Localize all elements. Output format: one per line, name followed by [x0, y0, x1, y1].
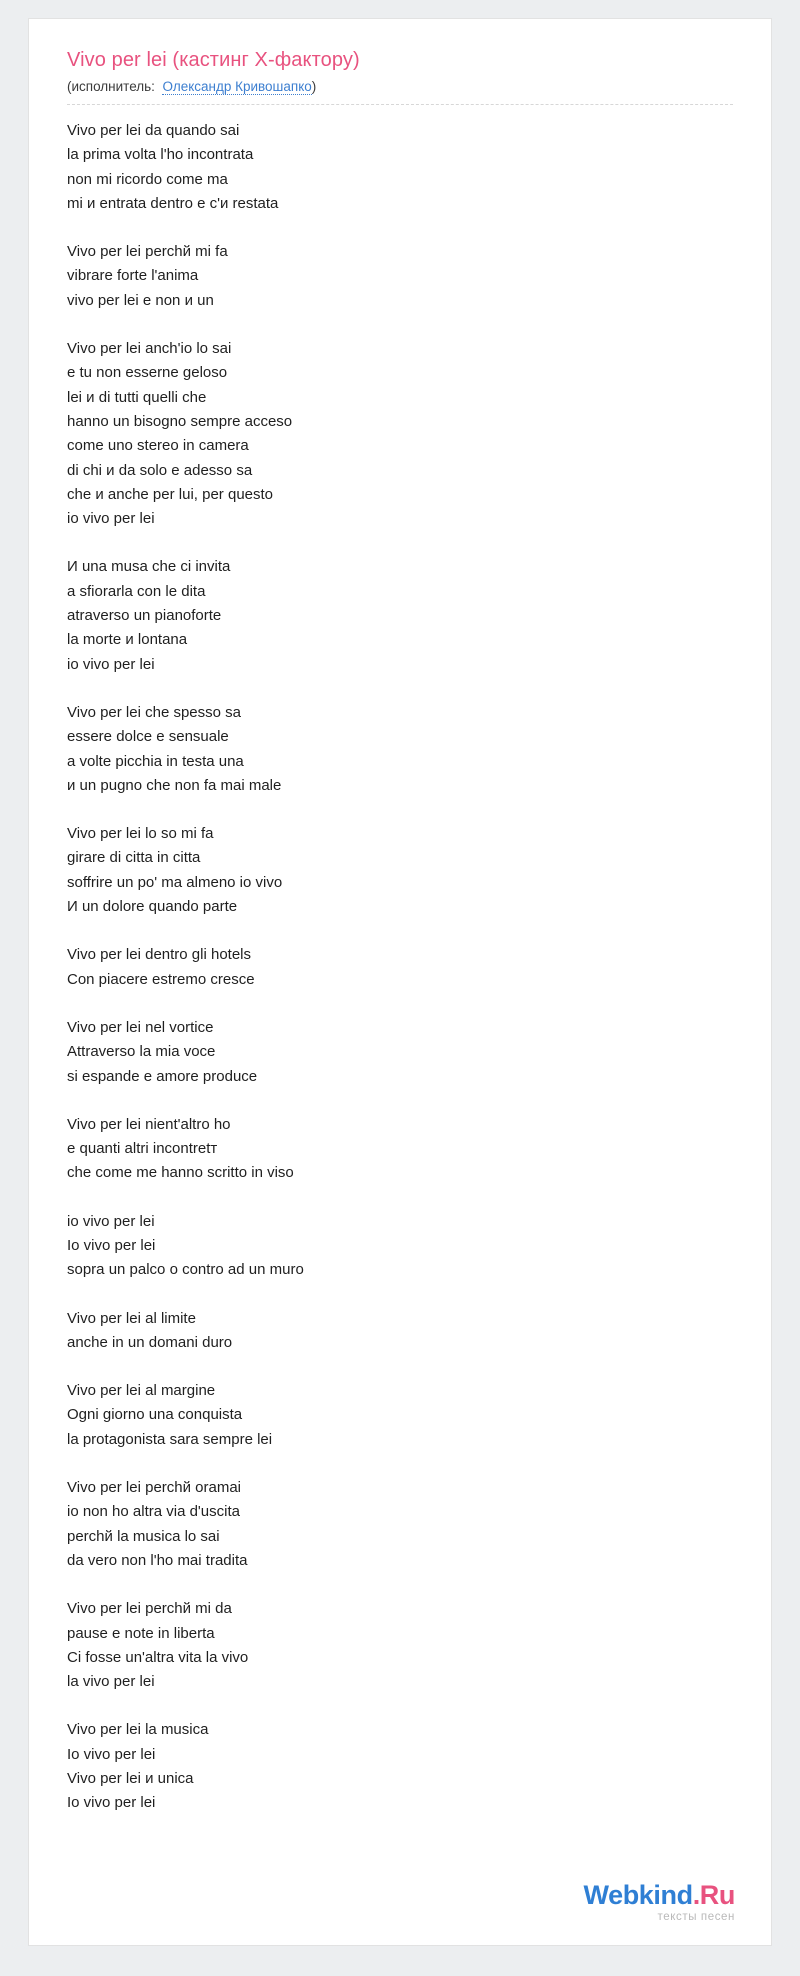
lyrics-line: Vivo per lei perchй mi fa: [67, 243, 228, 261]
lyrics-line: Io vivo per lei: [67, 1794, 156, 1812]
lyrics-line: Vivo per lei anch'io lo sai: [67, 340, 232, 358]
lyrics-sheet: [28, 18, 772, 1946]
lyrics-stanza: [67, 1113, 733, 1186]
lyrics-line: a sfiorarla con le dita: [67, 582, 206, 600]
lyrics-line: Vivo per lei dentro gli hotels: [67, 946, 251, 964]
lyrics-line: Ci fosse un'altra vita la vivo: [67, 1648, 249, 1666]
lyrics-line: Ogni giorno una conquista: [67, 1406, 243, 1424]
lyrics-line: girare di citta in citta: [67, 849, 201, 867]
lyrics-stanza: [67, 555, 733, 676]
lyrics-line: atraverso un pianoforte: [67, 607, 222, 625]
lyrics-line: si espande e amore produce: [67, 1067, 258, 1085]
lyrics-body: [67, 119, 733, 1816]
lyrics-line: perchй la musica lo sai: [67, 1527, 220, 1545]
lyrics-line: Vivo per lei che spesso sa: [67, 703, 241, 721]
lyrics-line: Io vivo per lei: [67, 1236, 156, 1254]
lyrics-stanza: [67, 1210, 733, 1283]
lyrics-line: la prima volta l'ho incontrata: [67, 146, 254, 164]
lyrics-line: anche in un domani duro: [67, 1333, 233, 1351]
lyrics-line: И un dolore quando parte: [67, 898, 238, 916]
lyrics-line: soffrire un po' ma almeno io vivo: [67, 873, 283, 891]
lyrics-line: che и anche per lui, per questo: [67, 485, 274, 503]
lyrics-line: che come me hanno scritto in viso: [67, 1164, 294, 1182]
lyrics-stanza: [67, 337, 733, 531]
lyrics-line: io vivo per lei: [67, 655, 155, 673]
lyrics-line: Attraverso la mia voce: [67, 1043, 216, 1061]
lyrics-line: non mi ricordo come ma: [67, 170, 228, 188]
logo-subtitle: тексты песен: [657, 1910, 735, 1923]
lyrics-line: hanno un bisogno sempre acceso: [67, 412, 293, 430]
lyrics-line: sopra un palco o contro ad un muro: [67, 1261, 304, 1279]
lyrics-line: vibrare forte l'anima: [67, 267, 199, 285]
lyrics-stanza: [67, 822, 733, 919]
lyrics-line: Vivo per lei al margine: [67, 1382, 216, 1400]
lyrics-stanza: [67, 240, 733, 313]
lyrics-stanza: [67, 1597, 733, 1694]
lyrics-line: io vivo per lei: [67, 1212, 155, 1230]
page-title: Vivo per lei (кастинг Х-фактору): [67, 49, 360, 71]
lyrics-line: da vero non l'ho mai tradita: [67, 1551, 248, 1569]
lyrics-line: И una musa che ci invita: [67, 558, 231, 576]
performer-suffix: ): [311, 79, 317, 94]
lyrics-line: vivo per lei e non и un: [67, 291, 214, 309]
lyrics-line: Vivo per lei la musica: [67, 1721, 209, 1739]
lyrics-line: и un pugno che non fa mai male: [67, 776, 282, 794]
lyrics-line: e quanti altri incontretт: [67, 1140, 218, 1158]
lyrics-line: Con piacere estremo cresce: [67, 970, 255, 988]
lyrics-line: la protagonista sara sempre lei: [67, 1430, 273, 1448]
lyrics-stanza: [67, 1016, 733, 1089]
logo-tld-text: .Ru: [692, 1879, 735, 1910]
lyrics-line: Vivo per lei da quando sai: [67, 122, 240, 139]
lyrics-line: la morte и lontana: [67, 631, 188, 649]
lyrics-line: Vivo per lei nient'altro ho: [67, 1115, 231, 1133]
lyrics-line: Io vivo per lei: [67, 1745, 156, 1763]
lyrics-line: e tu non esserne geloso: [67, 364, 228, 382]
lyrics-stanza: [67, 701, 733, 798]
lyrics-line: mi и entrata dentro e c'и restata: [67, 194, 279, 212]
lyrics-stanza: [67, 1307, 733, 1356]
lyrics-line: come uno stereo in camera: [67, 437, 249, 455]
lyrics-stanza: [67, 1476, 733, 1573]
lyrics-stanza: [67, 1718, 733, 1815]
lyrics-line: Vivo per lei и unica: [67, 1770, 194, 1788]
lyrics-line: Vivo per lei perchй oramai: [67, 1479, 242, 1497]
performer-prefix: (исполнитель:: [67, 79, 155, 94]
lyrics-line: Vivo per lei nel vortice: [67, 1018, 214, 1036]
lyrics-line: lei и di tutti quelli che: [67, 388, 207, 406]
lyrics-line: io non ho altra via d'uscita: [67, 1503, 240, 1521]
lyrics-line: Vivo per lei perchй mi da: [67, 1600, 232, 1618]
performer-link[interactable]: Олександр Кривошапко: [162, 79, 312, 94]
lyrics-line: a volte picchia in testa una: [67, 752, 244, 770]
lyrics-line: Vivo per lei lo so mi fa: [67, 825, 214, 843]
lyrics-line: essere dolce e sensuale: [67, 728, 229, 746]
lyrics-line: io vivo per lei: [67, 510, 155, 528]
lyrics-line: la vivo per lei: [67, 1673, 155, 1691]
lyrics-line: pause e note in liberta: [67, 1624, 215, 1642]
lyrics-line: di chi и da solo e adesso sa: [67, 461, 253, 479]
lyrics-stanza: [67, 943, 733, 992]
lyrics-stanza: [67, 119, 733, 216]
performer-line: [67, 79, 733, 105]
lyrics-stanza: [67, 1379, 733, 1452]
logo-main-text: Webkind: [583, 1879, 693, 1910]
site-logo[interactable]: [583, 1879, 735, 1924]
lyrics-line: Vivo per lei al limite: [67, 1309, 196, 1327]
